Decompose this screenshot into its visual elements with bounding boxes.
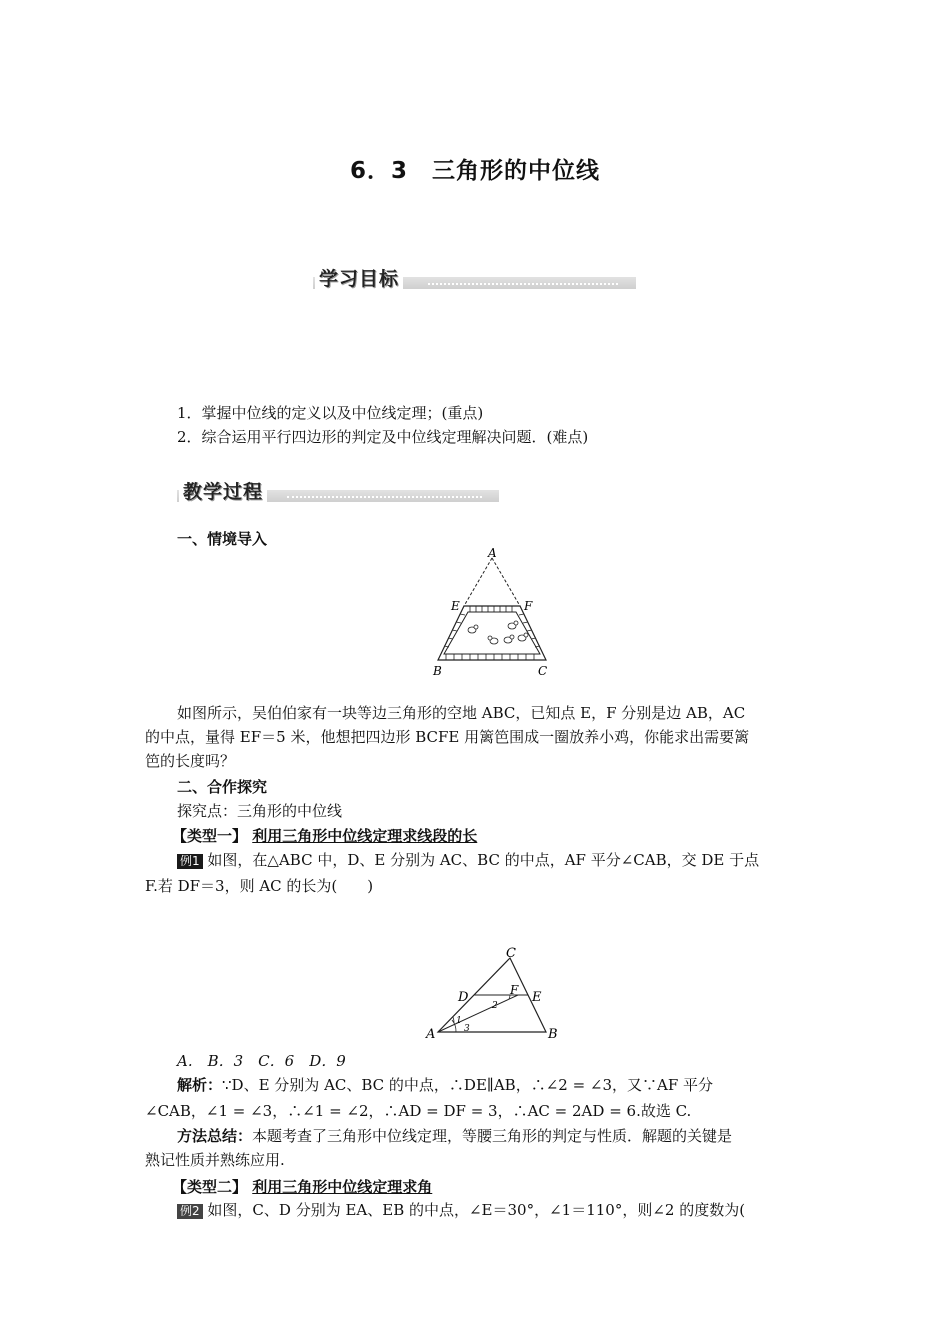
fig2-label-b: B	[548, 1027, 558, 1042]
explore-point: 探究点：三角形的中位线	[177, 802, 343, 820]
example2-line-1	[177, 1198, 745, 1222]
type2-bracket: 【类型二】	[172, 1178, 248, 1196]
fig2-label-e: E	[532, 990, 542, 1005]
fig2-label-a: A	[426, 1027, 436, 1042]
label-e: E	[451, 599, 460, 613]
example1-text-1: 如图，在△ABC 中，D、E 分别为 AC、BC 的中点，AF 平分∠CAB，交 DE 于点	[207, 851, 760, 869]
example2-tag: 例2	[177, 1204, 203, 1219]
page-title: 6．3 三角形的中位线	[349, 158, 600, 184]
method-line-1	[177, 1124, 732, 1148]
process-heading-bar	[177, 477, 499, 503]
part2-heading: 二、合作探究	[177, 778, 268, 796]
label-f: F	[524, 599, 533, 613]
intro-line-3: 笆的长度吗？	[145, 752, 236, 770]
pen-figure	[428, 544, 554, 680]
method-line-2: 熟记性质并熟练应用.	[145, 1151, 285, 1169]
fig2-angle-3: 3	[464, 1024, 470, 1034]
analysis-label: 解析：	[177, 1076, 223, 1094]
type1-title: 利用三角形中位线定理求线段的长	[252, 827, 478, 845]
type2-title: 利用三角形中位线定理求角	[252, 1178, 433, 1196]
label-a: A	[488, 546, 497, 560]
type1-heading	[172, 824, 477, 848]
triangle-figure	[422, 944, 564, 1042]
intro-line-1: 如图所示，吴伯伯家有一块等边三角形的空地 ABC，已知点 E，F 分别是边 AB，AC	[177, 704, 746, 722]
example2-text-1: 如图，C、D 分别为 EA、EB 的中点，∠E＝30°，∠1＝110°，则∠2 的度数为(	[207, 1201, 746, 1219]
label-c: C	[538, 664, 548, 678]
example1-line-2: F.若 DF＝3，则 AC 的长为( )	[145, 877, 374, 895]
label-b: B	[433, 664, 442, 678]
example1-options: A. B．3 C．6 D．9	[177, 1052, 346, 1070]
method-text-1: 本题考查了三角形中位线定理，等腰三角形的判定与性质．解题的关键是	[252, 1127, 733, 1145]
example1-tag: 例1	[177, 854, 203, 869]
intro-line-2: 的中点，量得 EF＝5 米，他想把四边形 BCFE 用篱笆围成一圈放养小鸡，你能求出需要篱	[145, 728, 750, 746]
analysis-line-1	[177, 1073, 713, 1097]
fig2-label-c: C	[506, 946, 516, 961]
type2-heading	[172, 1175, 432, 1199]
method-label: 方法总结：	[177, 1127, 253, 1145]
fig2-label-f: F	[510, 983, 519, 997]
goal-item-1: 1．掌握中位线的定义以及中位线定理；(重点)	[177, 404, 484, 422]
fig2-label-d: D	[458, 990, 469, 1005]
process-heading: 教学过程	[179, 477, 267, 504]
fig2-angle-1: 1	[456, 1016, 462, 1026]
analysis-line-2: ∠CAB，∠1 = ∠3，∴∠1 = ∠2，∴AD = DF = 3，∴AC = 2AD = 6.故选 C.	[145, 1102, 692, 1120]
analysis-text-1: ∵D、E 分别为 AC、BC 的中点，∴DE∥AB，∴∠2 = ∠3，又∵AF 平分	[222, 1076, 714, 1094]
goals-heading-bar	[313, 264, 636, 290]
type1-bracket: 【类型一】	[172, 827, 248, 845]
part1-heading: 一、情境导入	[177, 530, 268, 548]
goal-item-2: 2．综合运用平行四边形的判定及中位线定理解决问题．(难点)	[177, 428, 589, 446]
goals-heading: 学习目标	[315, 264, 403, 291]
fig2-angle-2: 2	[492, 1001, 498, 1011]
example1-line-1	[177, 848, 759, 872]
